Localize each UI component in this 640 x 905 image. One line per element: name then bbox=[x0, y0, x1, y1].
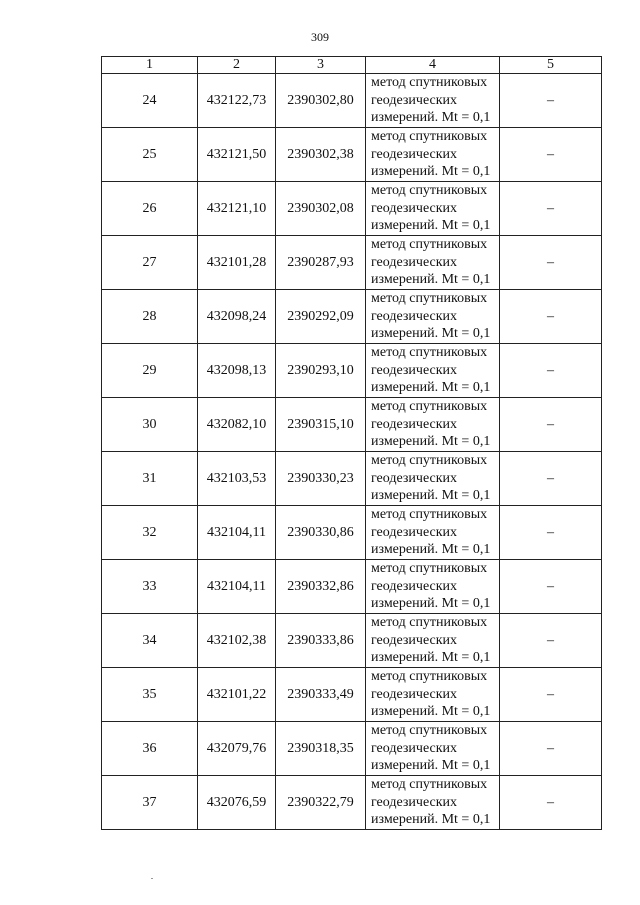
method-line: измерений. Mt = 0,1 bbox=[371, 380, 491, 395]
method-line: измерений. Mt = 0,1 bbox=[371, 434, 491, 449]
y-coordinate-cell: 2390318,35 bbox=[276, 722, 366, 776]
method-cell bbox=[366, 182, 500, 236]
method-cell bbox=[366, 398, 500, 452]
x-coordinate-cell: 432098,13 bbox=[198, 344, 276, 398]
y-coordinate-cell: 2390287,93 bbox=[276, 236, 366, 290]
method-line: измерений. Mt = 0,1 bbox=[371, 812, 491, 827]
method-line: геодезических bbox=[371, 470, 458, 486]
method-line: метод спутниковых bbox=[371, 129, 488, 144]
method-line: измерений. Mt = 0,1 bbox=[371, 110, 491, 125]
method-line: измерений. Mt = 0,1 bbox=[371, 596, 491, 611]
method-cell bbox=[366, 236, 500, 290]
method-cell bbox=[366, 668, 500, 722]
scan-artifact bbox=[151, 878, 153, 879]
x-coordinate-cell: 432103,53 bbox=[198, 452, 276, 506]
method-line: измерений. Mt = 0,1 bbox=[371, 488, 491, 503]
table-row bbox=[102, 290, 602, 344]
point-number-cell: 28 bbox=[102, 290, 198, 344]
table-row bbox=[102, 668, 602, 722]
point-number-cell: 26 bbox=[102, 182, 198, 236]
table-body bbox=[102, 74, 602, 830]
point-number-cell: 30 bbox=[102, 398, 198, 452]
y-coordinate-cell: 2390332,86 bbox=[276, 560, 366, 614]
method-line: геодезических bbox=[371, 524, 458, 540]
x-coordinate-cell: 432101,22 bbox=[198, 668, 276, 722]
table-row bbox=[102, 776, 602, 830]
table-row bbox=[102, 560, 602, 614]
method-line: метод спутниковых bbox=[371, 615, 488, 630]
x-coordinate-cell: 432104,11 bbox=[198, 560, 276, 614]
method-cell bbox=[366, 614, 500, 668]
header-col-2: 2 bbox=[198, 57, 276, 74]
point-number-cell: 24 bbox=[102, 74, 198, 128]
method-line: измерений. Mt = 0,1 bbox=[371, 218, 491, 233]
point-number-cell: 27 bbox=[102, 236, 198, 290]
method-line: метод спутниковых bbox=[371, 291, 488, 306]
method-line: измерений. Mt = 0,1 bbox=[371, 704, 491, 719]
note-cell: – bbox=[500, 452, 602, 506]
method-line: метод спутниковых bbox=[371, 183, 488, 198]
header-row bbox=[102, 57, 602, 74]
x-coordinate-cell: 432079,76 bbox=[198, 722, 276, 776]
x-coordinate-cell: 432104,11 bbox=[198, 506, 276, 560]
table-row bbox=[102, 452, 602, 506]
note-cell: – bbox=[500, 614, 602, 668]
header-col-5: 5 bbox=[500, 57, 602, 74]
point-number-cell: 34 bbox=[102, 614, 198, 668]
note-cell: – bbox=[500, 668, 602, 722]
method-line: геодезических bbox=[371, 632, 458, 648]
note-cell: – bbox=[500, 398, 602, 452]
table-row bbox=[102, 722, 602, 776]
method-line: метод спутниковых bbox=[371, 75, 488, 90]
x-coordinate-cell: 432082,10 bbox=[198, 398, 276, 452]
y-coordinate-cell: 2390330,86 bbox=[276, 506, 366, 560]
method-line: геодезических bbox=[371, 254, 458, 270]
point-number-cell: 37 bbox=[102, 776, 198, 830]
method-line: геодезических bbox=[371, 686, 458, 702]
table-row bbox=[102, 614, 602, 668]
note-cell: – bbox=[500, 344, 602, 398]
method-cell bbox=[366, 344, 500, 398]
table-row bbox=[102, 236, 602, 290]
table-row bbox=[102, 344, 602, 398]
x-coordinate-cell: 432122,73 bbox=[198, 74, 276, 128]
note-cell: – bbox=[500, 128, 602, 182]
method-line: геодезических bbox=[371, 362, 458, 378]
table-row bbox=[102, 128, 602, 182]
method-cell bbox=[366, 452, 500, 506]
x-coordinate-cell: 432076,59 bbox=[198, 776, 276, 830]
x-coordinate-cell: 432101,28 bbox=[198, 236, 276, 290]
point-number-cell: 33 bbox=[102, 560, 198, 614]
method-cell bbox=[366, 722, 500, 776]
y-coordinate-cell: 2390302,80 bbox=[276, 74, 366, 128]
method-line: геодезических bbox=[371, 794, 458, 810]
method-line: метод спутниковых bbox=[371, 345, 488, 360]
header-col-3: 3 bbox=[276, 57, 366, 74]
table-row bbox=[102, 182, 602, 236]
method-cell bbox=[366, 128, 500, 182]
method-line: измерений. Mt = 0,1 bbox=[371, 542, 491, 557]
method-line: метод спутниковых bbox=[371, 777, 488, 792]
method-line: геодезических bbox=[371, 740, 458, 756]
method-line: метод спутниковых bbox=[371, 723, 488, 738]
note-cell: – bbox=[500, 776, 602, 830]
y-coordinate-cell: 2390293,10 bbox=[276, 344, 366, 398]
method-line: геодезических bbox=[371, 200, 458, 216]
page-number: 309 bbox=[311, 30, 329, 44]
note-cell: – bbox=[500, 290, 602, 344]
method-line: метод спутниковых bbox=[371, 453, 488, 468]
x-coordinate-cell: 432121,50 bbox=[198, 128, 276, 182]
method-line: измерений. Mt = 0,1 bbox=[371, 326, 491, 341]
point-number-cell: 32 bbox=[102, 506, 198, 560]
table-row bbox=[102, 398, 602, 452]
header-col-1: 1 bbox=[102, 57, 198, 74]
method-line: метод спутниковых bbox=[371, 669, 488, 684]
method-line: измерений. Mt = 0,1 bbox=[371, 272, 491, 287]
note-cell: – bbox=[500, 506, 602, 560]
x-coordinate-cell: 432121,10 bbox=[198, 182, 276, 236]
note-cell: – bbox=[500, 560, 602, 614]
note-cell: – bbox=[500, 236, 602, 290]
y-coordinate-cell: 2390333,49 bbox=[276, 668, 366, 722]
y-coordinate-cell: 2390302,08 bbox=[276, 182, 366, 236]
y-coordinate-cell: 2390330,23 bbox=[276, 452, 366, 506]
y-coordinate-cell: 2390292,09 bbox=[276, 290, 366, 344]
y-coordinate-cell: 2390302,38 bbox=[276, 128, 366, 182]
y-coordinate-cell: 2390315,10 bbox=[276, 398, 366, 452]
point-number-cell: 25 bbox=[102, 128, 198, 182]
method-line: метод спутниковых bbox=[371, 561, 488, 576]
method-cell bbox=[366, 506, 500, 560]
method-cell bbox=[366, 74, 500, 128]
note-cell: – bbox=[500, 722, 602, 776]
table-row bbox=[102, 74, 602, 128]
note-cell: – bbox=[500, 182, 602, 236]
method-line: геодезических bbox=[371, 416, 458, 432]
table-row bbox=[102, 506, 602, 560]
method-line: геодезических bbox=[371, 92, 458, 108]
point-number-cell: 31 bbox=[102, 452, 198, 506]
method-line: метод спутниковых bbox=[371, 507, 488, 522]
method-cell bbox=[366, 560, 500, 614]
method-line: геодезических bbox=[371, 578, 458, 594]
method-cell bbox=[366, 290, 500, 344]
x-coordinate-cell: 432102,38 bbox=[198, 614, 276, 668]
method-line: геодезических bbox=[371, 146, 458, 162]
method-line: метод спутниковых bbox=[371, 399, 488, 414]
point-number-cell: 36 bbox=[102, 722, 198, 776]
point-number-cell: 35 bbox=[102, 668, 198, 722]
method-line: геодезических bbox=[371, 308, 458, 324]
x-coordinate-cell: 432098,24 bbox=[198, 290, 276, 344]
method-cell bbox=[366, 776, 500, 830]
method-line: измерений. Mt = 0,1 bbox=[371, 650, 491, 665]
header-col-4: 4 bbox=[366, 57, 500, 74]
coordinates-table bbox=[101, 56, 602, 830]
method-line: метод спутниковых bbox=[371, 237, 488, 252]
point-number-cell: 29 bbox=[102, 344, 198, 398]
y-coordinate-cell: 2390333,86 bbox=[276, 614, 366, 668]
y-coordinate-cell: 2390322,79 bbox=[276, 776, 366, 830]
note-cell: – bbox=[500, 74, 602, 128]
method-line: измерений. Mt = 0,1 bbox=[371, 164, 491, 179]
method-line: измерений. Mt = 0,1 bbox=[371, 758, 491, 773]
